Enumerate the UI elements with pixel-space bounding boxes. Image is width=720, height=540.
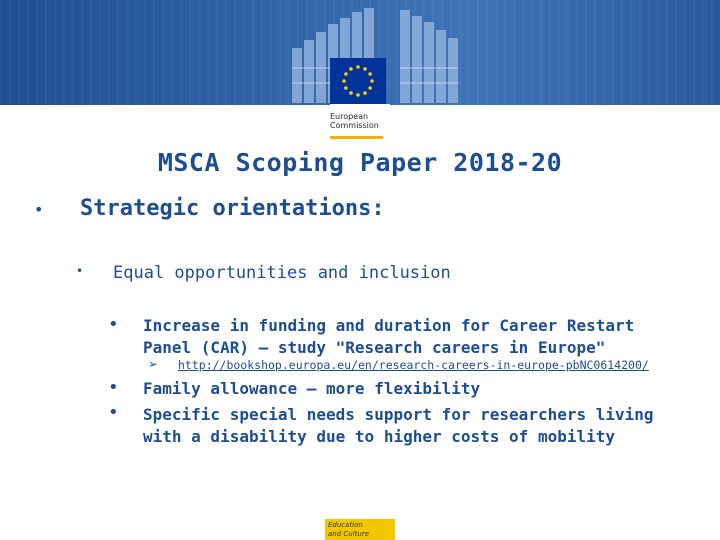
list-item-line: with a disability due to higher costs of mobility	[143, 427, 616, 446]
list-item-line: Panel (CAR) – study "Research careers in Europe"	[143, 338, 606, 357]
footer-label	[328, 521, 369, 538]
list-item-car-funding	[143, 315, 703, 359]
logo-accent-bar	[330, 136, 383, 139]
list-item-line: Specific special needs support for researchers living	[143, 405, 654, 424]
eu-star-icon	[368, 72, 372, 76]
eu-star-icon	[349, 67, 353, 71]
eu-star-icon	[342, 79, 346, 83]
footer-line: and Culture	[328, 529, 370, 538]
bullet-level1: •	[34, 200, 44, 219]
eu-star-icon	[368, 86, 372, 90]
eu-star-icon	[344, 72, 348, 76]
bullet-item-1: •	[108, 314, 119, 335]
european-commission-logo	[288, 8, 470, 140]
bookshop-link[interactable]: http://bookshop.europa.eu/en/research-careers-in-europe-pbNC0614200/	[178, 358, 649, 372]
strategic-orientations-heading: Strategic orientations:	[80, 196, 385, 221]
bullet-level2: •	[76, 264, 84, 278]
list-item-line: Family allowance – more flexibility	[143, 379, 481, 398]
eu-star-icon	[356, 93, 360, 97]
footer-line: Education	[328, 521, 363, 529]
eu-star-icon	[363, 91, 367, 95]
logo-line-european: European	[330, 112, 369, 121]
bullet-item-2: •	[108, 377, 119, 398]
list-item-line: Increase in funding and duration for Career Restart	[143, 316, 635, 335]
eu-star-icon	[356, 65, 360, 69]
list-item-family-allowance	[143, 378, 703, 400]
eu-star-icon	[349, 91, 353, 95]
eu-star-icon	[344, 86, 348, 90]
logo-wordmark	[330, 112, 390, 130]
bullet-item-3: •	[108, 402, 119, 423]
arrow-bullet-icon: ➢	[148, 357, 159, 371]
eu-star-icon	[370, 79, 374, 83]
logo-line-commission: Commission	[330, 121, 379, 130]
eu-flag-icon	[330, 58, 386, 104]
equal-opportunities-subheading: Equal opportunities and inclusion	[113, 263, 451, 283]
list-item-special-needs	[143, 404, 703, 448]
eu-star-icon	[363, 67, 367, 71]
slide-title: MSCA Scoping Paper 2018-20	[157, 148, 563, 177]
education-culture-tag	[325, 519, 395, 540]
